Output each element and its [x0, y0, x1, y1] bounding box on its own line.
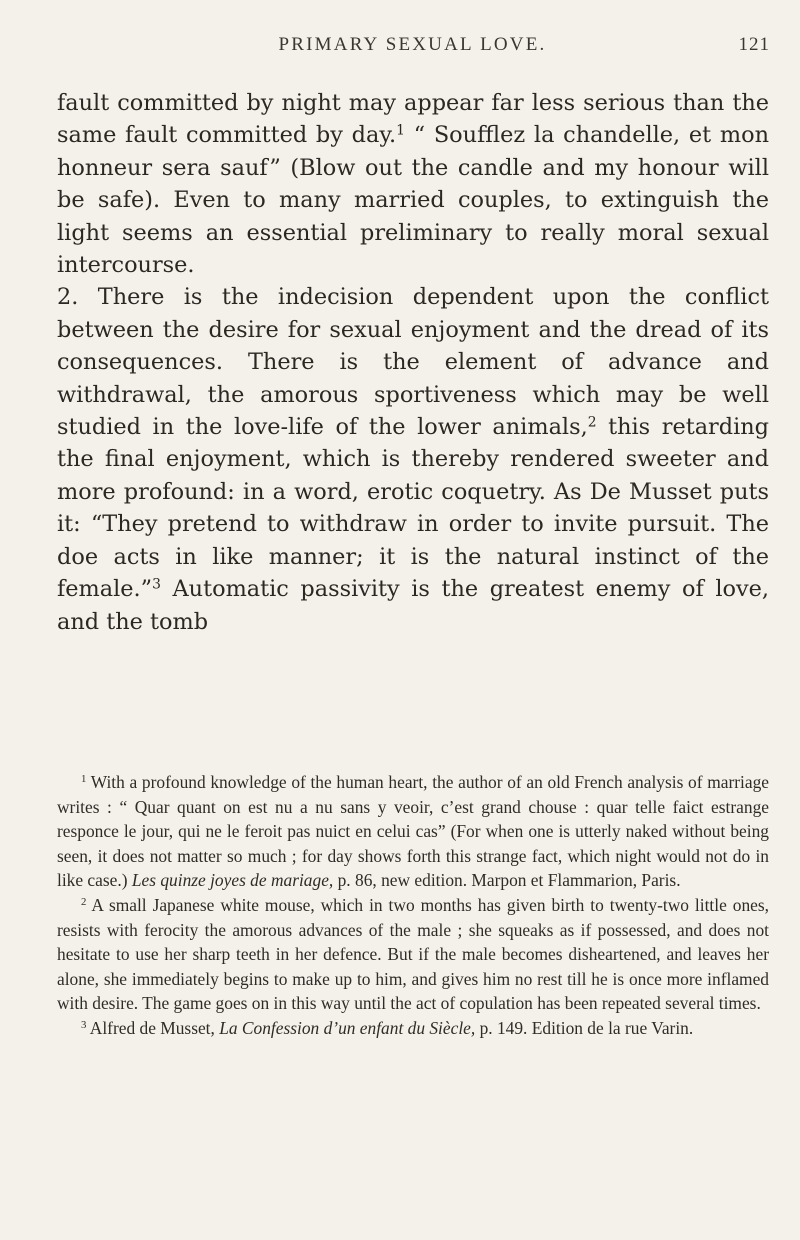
paragraph-2	[57, 281, 769, 637]
footnote-3-text: Alfred de Musset,	[86, 1017, 220, 1038]
footnote-1	[57, 770, 769, 893]
footnote-1-title: Les quinze joyes de mariage,	[131, 870, 334, 891]
footnote-mark-3: 3	[81, 1019, 87, 1032]
footnote-mark-2: 2	[81, 896, 87, 909]
footnotes	[57, 770, 769, 1041]
main-text	[57, 87, 769, 638]
paragraph-1-text-a: fault committed by night may appear far less serious than the same fault committed by day.	[57, 90, 769, 149]
footnote-1-text: With a profound knowledge of the human heart, the author of an old French analysis of marriage writes : “ Quar quant on est nu a nu sans y veoir, c’est grand chouse : quar telle faict estrange responce le jour, qui ne le feroit pas nuict en celui cas” (For when one is utterly naked without being seen, it does not matter so much ; for day shows forth this strange fact, which night would not do in like case.)	[57, 772, 769, 891]
footnote-ref-3: 3	[152, 576, 161, 593]
footnote-3-after: p. 149. Edition de la rue Varin.	[475, 1017, 694, 1038]
paragraph-2-text-b: this retarding the final enjoyment, which is thereby rendered sweeter and more profound: in a word, erotic coquetry. As De Musset puts it: “They pretend to withdraw in order to invite pursuit. The doe acts in like manner; it is the natural instinct of the female.”	[57, 414, 769, 603]
paragraph-1-text-b: “ Soufflez la chandelle, et mon honneur sera sauf” (Blow out the candle and my honour will be safe). Even to many married couples, to extinguish the light seems an essential preliminary to really moral sexual intercourse.	[57, 122, 769, 279]
paragraph-2-text-c: Automatic passivity is the greatest enemy of love, and the tomb	[57, 576, 769, 635]
page-number: 121	[738, 34, 770, 55]
footnote-2-text: A small Japanese white mouse, which in two months has given birth to twenty-two little ones, resists with ferocity the amorous advances of the male ; she squeaks as if possessed, and does not hesitate to use her sharp teeth in her defence. But if the male becomes disheartened, and leaves her alone, she immediately begins to make up to him, and gives him no rest till he is once more inflamed with desire. The game goes on in this way until the act of copulation has been repeated several times.	[57, 894, 769, 1014]
footnote-ref-2: 2	[587, 414, 597, 431]
footnote-mark-1: 1	[81, 773, 87, 786]
footnote-1-after: p. 86, new edition. Marpon et Flammarion, Paris.	[333, 870, 681, 891]
footnote-2	[57, 893, 769, 1016]
running-head	[55, 34, 770, 64]
paragraph-2-text-a: 2. There is the indecision dependent upon the conflict between the desire for sexual enjoyment and the dread of its consequences. There is the element of advance and withdrawal, the amorous sportiveness which may be well studied in the love-life of the lower animals,	[57, 284, 769, 441]
footnote-3	[57, 1016, 769, 1041]
footnote-ref-1: 1	[396, 122, 405, 139]
paragraph-1	[57, 87, 769, 281]
running-title: PRIMARY SEXUAL LOVE.	[278, 34, 547, 55]
footnote-3-title: La Confession d’un enfant du Siècle,	[219, 1017, 476, 1038]
